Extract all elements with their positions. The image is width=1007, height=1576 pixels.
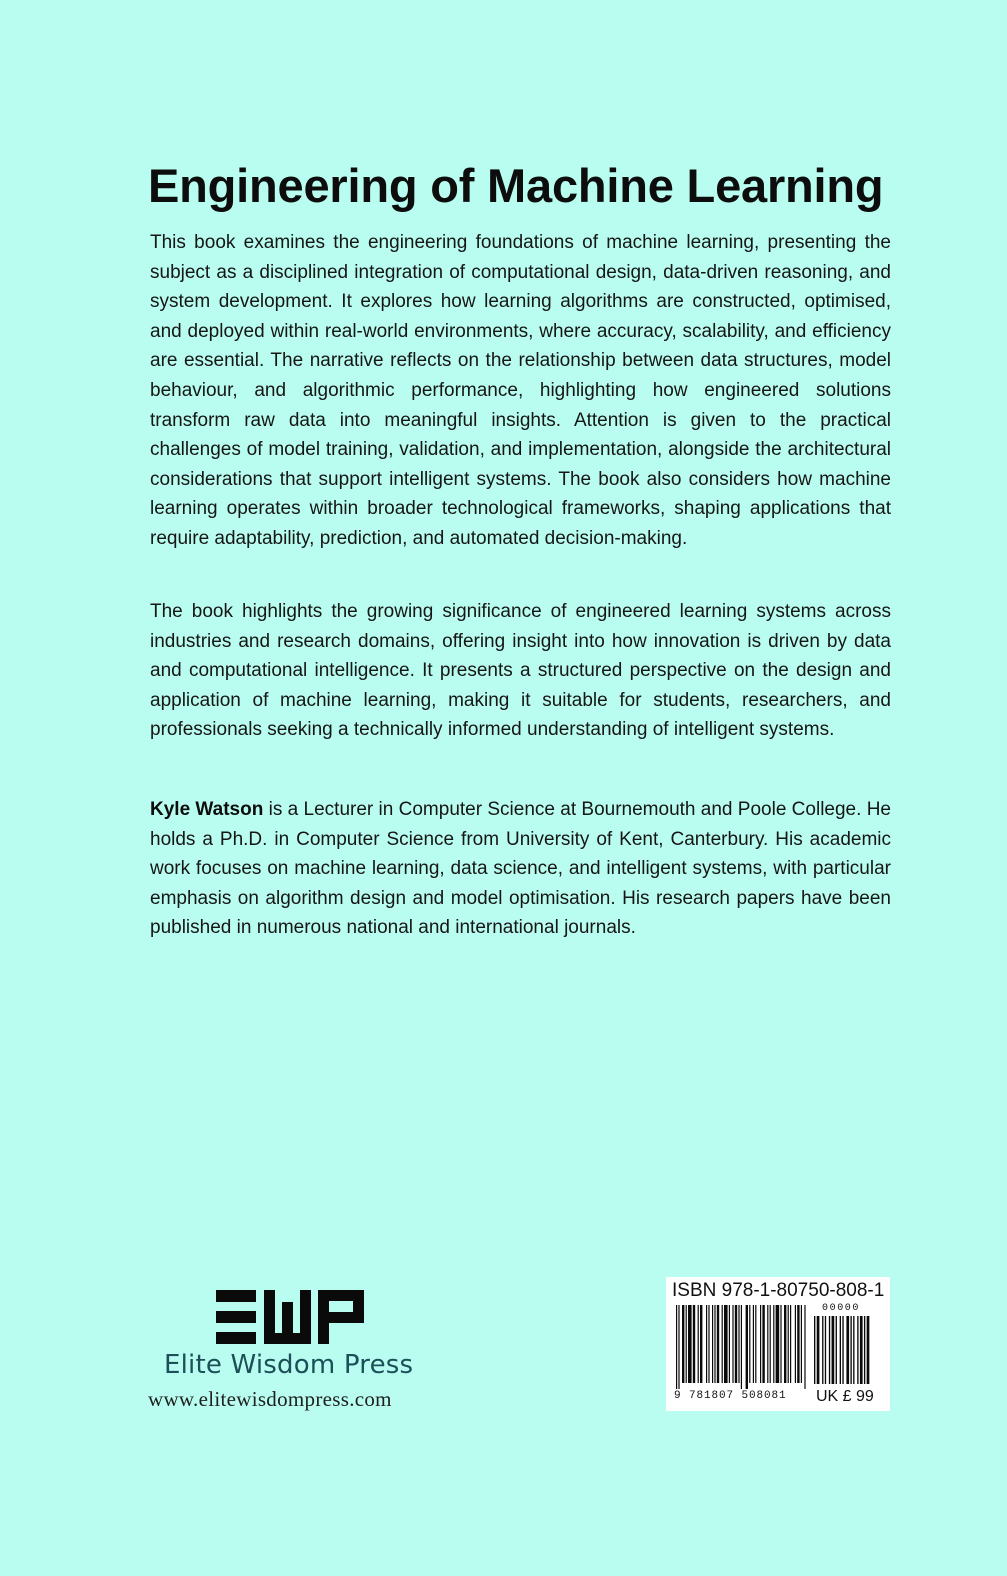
author-name: Kyle Watson xyxy=(150,799,264,820)
barcode-bar xyxy=(693,1305,695,1383)
barcode-bar xyxy=(790,1305,791,1383)
publisher-block xyxy=(148,1290,448,1420)
barcode-bar xyxy=(853,1316,854,1384)
barcode-bar xyxy=(746,1305,748,1389)
barcode-bar xyxy=(780,1305,781,1383)
barcode-bar xyxy=(738,1305,739,1383)
price-label: UK £ 99 xyxy=(816,1388,874,1405)
barcode-bar xyxy=(686,1305,687,1383)
barcode-bar xyxy=(708,1305,709,1383)
barcode-bar xyxy=(804,1305,805,1389)
barcode-bar xyxy=(767,1305,768,1383)
barcode-bar xyxy=(836,1316,837,1384)
barcode-bar xyxy=(682,1305,684,1383)
barcode-bar xyxy=(755,1305,756,1383)
barcode-bar xyxy=(822,1316,823,1384)
barcode-bar xyxy=(840,1316,841,1384)
barcode-bar xyxy=(676,1305,677,1389)
barcode-bar xyxy=(867,1316,870,1384)
barcode-bar xyxy=(717,1305,719,1383)
barcode-bar xyxy=(850,1316,851,1384)
barcode-bar xyxy=(741,1305,742,1389)
barcode-bar xyxy=(714,1305,715,1383)
barcode-bar xyxy=(712,1305,713,1383)
isbn-barcode-box xyxy=(666,1277,890,1411)
barcode-bar xyxy=(770,1305,771,1383)
barcode-bar xyxy=(698,1305,699,1383)
barcode-bar xyxy=(817,1316,820,1384)
barcode-addon-digits: 00000 xyxy=(822,1303,861,1314)
barcode-bar xyxy=(801,1305,802,1383)
barcode-addon-bars xyxy=(814,1316,874,1384)
barcode-bar xyxy=(722,1305,723,1383)
author-bio-text: is a Lecturer in Computer Science at Bournemouth and Poole College. He holds a Ph.D. in Computer Science from University of Kent, Canterbury. His academic work focuses on machine learning, data science, and intelligent systems, with particular emphasis on algorithm design and model optimisation. His research papers have been published in numerous national and international journals. xyxy=(150,799,891,939)
barcode-bar xyxy=(732,1305,733,1383)
barcode-bar xyxy=(773,1305,774,1383)
barcode-bar xyxy=(776,1305,780,1383)
barcode-bar xyxy=(700,1305,702,1383)
barcode-bar xyxy=(762,1305,764,1383)
barcode-bar xyxy=(864,1316,865,1384)
barcode-bar xyxy=(735,1305,737,1383)
barcode-bar xyxy=(814,1316,815,1384)
barcode-bar xyxy=(842,1316,843,1384)
barcode-bar xyxy=(729,1305,730,1383)
description-paragraph-2: The book highlights the growing significance of engineered learning systems across industries and research domains, offering insight into how innovation is driven by data and computational intelligence. It presents a structured perspective on the design and application of machine learning, making it suitable for students, researchers, and professionals seeking a technically informed understanding of intelligent systems. xyxy=(150,601,891,741)
barcode-bars xyxy=(676,1305,806,1389)
barcode-bar xyxy=(749,1305,750,1383)
barcode-bar xyxy=(724,1305,728,1383)
publisher-logo xyxy=(216,1290,364,1344)
barcode-bar xyxy=(688,1305,692,1383)
author-bio xyxy=(150,795,891,943)
barcode-bar xyxy=(760,1305,761,1383)
barcode-bar xyxy=(788,1305,789,1383)
description-paragraph-1: This book examines the engineering foundations of machine learning, presenting the subject as a disciplined integration of computational design, data-driven reasoning, and system development. It explores how learning algorithms are constructed, optimised, and deployed within real-world environments, where accuracy, scalability, and efficiency are essential. The narrative reflects on the relationship between data structures, model behaviour, and algorithmic performance, highlighting how engineered solutions transform raw data into meaningful insights. Attention is given to the practical challenges of model training, validation, and implementation, alongside the architectural considerations that support intelligent systems. The book also considers how machine learning operates within broader technological frameworks, shaping applications that require adaptability, prediction, and automated decision-making. xyxy=(150,232,891,549)
barcode-bar xyxy=(784,1305,786,1383)
publisher-name: Elite Wisdom Press xyxy=(164,1350,414,1380)
barcode-bar xyxy=(678,1305,679,1389)
barcode-bar xyxy=(860,1316,863,1384)
barcode-bar xyxy=(832,1316,835,1384)
barcode-bar xyxy=(846,1316,849,1384)
publisher-url: www.elitewisdompress.com xyxy=(148,1387,392,1411)
barcode-bar xyxy=(795,1305,796,1383)
barcode-bar xyxy=(753,1305,754,1383)
barcode-bar xyxy=(706,1305,707,1383)
barcode-digits: 9 781807 508081 xyxy=(674,1390,787,1402)
book-title: Engineering of Machine Learning xyxy=(148,159,884,212)
barcode-bar xyxy=(829,1316,830,1384)
isbn-number: ISBN 978-1-80750-808-1 xyxy=(672,1280,885,1301)
barcode-bar xyxy=(797,1305,799,1383)
barcode-bar xyxy=(857,1316,858,1384)
barcode-bar xyxy=(825,1316,826,1384)
